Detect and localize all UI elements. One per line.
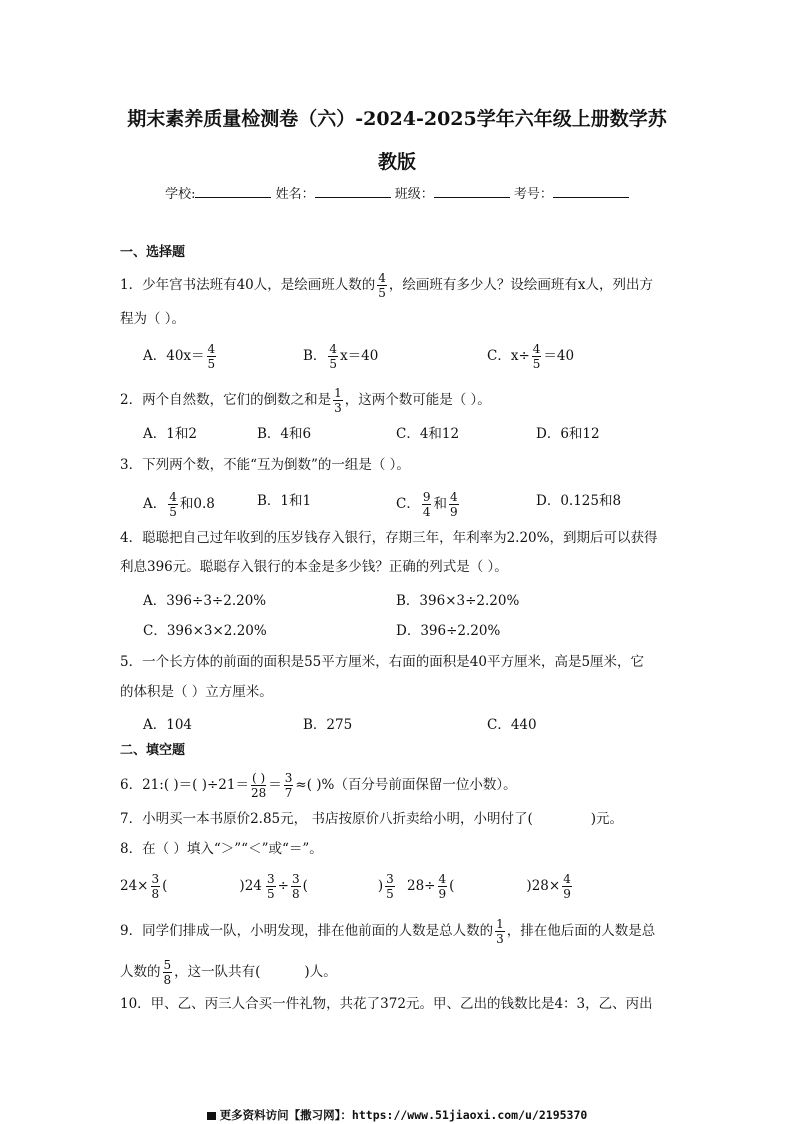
question-8: 8．在（ ）填入“＞”“＜”或“＝”。: [120, 841, 323, 857]
student-info-line: [0, 183, 794, 202]
name-label: 姓名：: [275, 187, 315, 202]
q2-option-c[interactable]: C．4和12: [396, 426, 460, 442]
q2-option-d[interactable]: D．6和12: [536, 426, 600, 442]
question-9-line2: 人数的 $\frac{5}{8}$ ，这一队共有( )人。: [120, 958, 337, 987]
question-4-line2: 利息396元。聪聪存入银行的本金是多少钱？正确的列式是（ ）。: [120, 559, 508, 575]
q8-expression-1: 24× $\frac{3}{8}$ ( )24: [120, 872, 262, 901]
q5-option-c[interactable]: C．440: [487, 717, 537, 733]
footer-link[interactable]: [0, 1107, 794, 1123]
exam-no-blank[interactable]: [553, 185, 629, 198]
q4-option-b[interactable]: B．396×3÷2.20%: [396, 593, 520, 609]
flag-icon: [207, 1112, 216, 1120]
q5-option-b[interactable]: B．275: [303, 717, 353, 733]
question-4-line1: 4．聪聪把自己过年收到的压岁钱存入银行，存期三年，年利率为2.20%，到期后可以获得: [120, 530, 658, 546]
question-5-line2: 的体积是（ ）立方厘米。: [120, 684, 273, 700]
page-title-line2: 教版: [377, 151, 416, 173]
question-2: 2．两个自然数，它们的倒数之和是 $\frac{1}{3}$ ，这两个数可能是（ ）。: [120, 386, 491, 415]
q2-fraction: $\frac{1}{3}$: [334, 386, 342, 415]
q4-option-c[interactable]: C．396×3×2.20%: [143, 623, 267, 639]
footer-text: 更多资料访问【撒习网】：https://www.51jiaoxi.com/u/2195370: [219, 1108, 588, 1122]
q1-text-a: 1．少年宫书法班有40人，是绘画班人数的: [120, 277, 376, 293]
school-label: 学校:: [165, 187, 196, 202]
question-9-line1: 9．同学们排成一队，小明发现，排在他前面的人数是总人数的 $\frac{1}{3}$ ，排在他后面的人数是总: [120, 917, 656, 946]
question-1-line2: 程为（ ）。: [120, 311, 186, 327]
name-blank[interactable]: [315, 185, 391, 198]
school-blank[interactable]: [195, 185, 271, 198]
question-6: 6．21:( )＝( )÷21＝ $\frac{( )}{28}$ ＝ $\frac{3}{7}$ ≈( )%（百分号前面保留一位小数）。: [120, 771, 517, 800]
exam-no-label: 考号：: [513, 187, 553, 202]
q4-option-d[interactable]: D．396÷2.20%: [396, 623, 501, 639]
q3-option-b[interactable]: B．1和1: [257, 493, 312, 509]
section-choice-heading: 一、选择题: [120, 245, 186, 260]
q1-option-b[interactable]: B． $\frac{4}{5}$ x＝40: [303, 342, 379, 371]
q4-option-a[interactable]: A．396÷3÷2.20%: [143, 593, 267, 609]
q1-option-c[interactable]: C．x÷ $\frac{4}{5}$ ＝40: [487, 342, 575, 371]
q2-option-b[interactable]: B．4和6: [257, 426, 312, 442]
question-7: 7．小明买一本书原价2.85元， 书店按原价八折卖给小明，小明付了( )元。: [120, 811, 623, 827]
class-blank[interactable]: [434, 185, 510, 198]
q3-option-c[interactable]: C． $\frac{9}{4}$ 和 $\frac{4}{9}$: [396, 490, 458, 519]
question-5-line1: 5．一个长方体的前面的面积是55平方厘米，右面的面积是40平方厘米，高是5厘米，它: [120, 654, 645, 670]
q5-option-a[interactable]: A．104: [143, 717, 193, 733]
q3-option-d[interactable]: D．0.125和8: [536, 493, 622, 509]
q1-fraction: $\frac{4}{5}$: [378, 271, 386, 300]
question-10-line1: 10．甲、乙、丙三人合买一件礼物，共花了372元。甲、乙出的钱数比是4：3，乙、丙出: [120, 996, 653, 1012]
page-title-line1: 期末素养质量检测卷（六）-2024-2025学年六年级上册数学苏: [127, 108, 667, 130]
class-label: 班级：: [394, 187, 434, 202]
section-fill-heading: 二、填空题: [120, 743, 186, 758]
q2-option-a[interactable]: A．1和2: [143, 426, 197, 442]
q1-text-b: ，绘画班有多少人？设绘画班有x人，列出方: [388, 277, 654, 293]
q1-option-a[interactable]: A．40x＝ $\frac{4}{5}$: [143, 342, 216, 371]
q8-expression-3: 28÷ $\frac{4}{9}$ ( )28× $\frac{4}{9}$: [407, 872, 571, 901]
question-3: 3．下列两个数，不能“互为倒数”的一组是（ ）。: [120, 457, 410, 473]
q3-option-a[interactable]: A． $\frac{4}{5}$ 和0.8: [143, 490, 215, 519]
question-1-line1: [120, 271, 653, 300]
q8-expression-2: $\frac{3}{5}$ ÷ $\frac{3}{8}$ ( ) $\frac{3}{5}$: [267, 872, 394, 901]
